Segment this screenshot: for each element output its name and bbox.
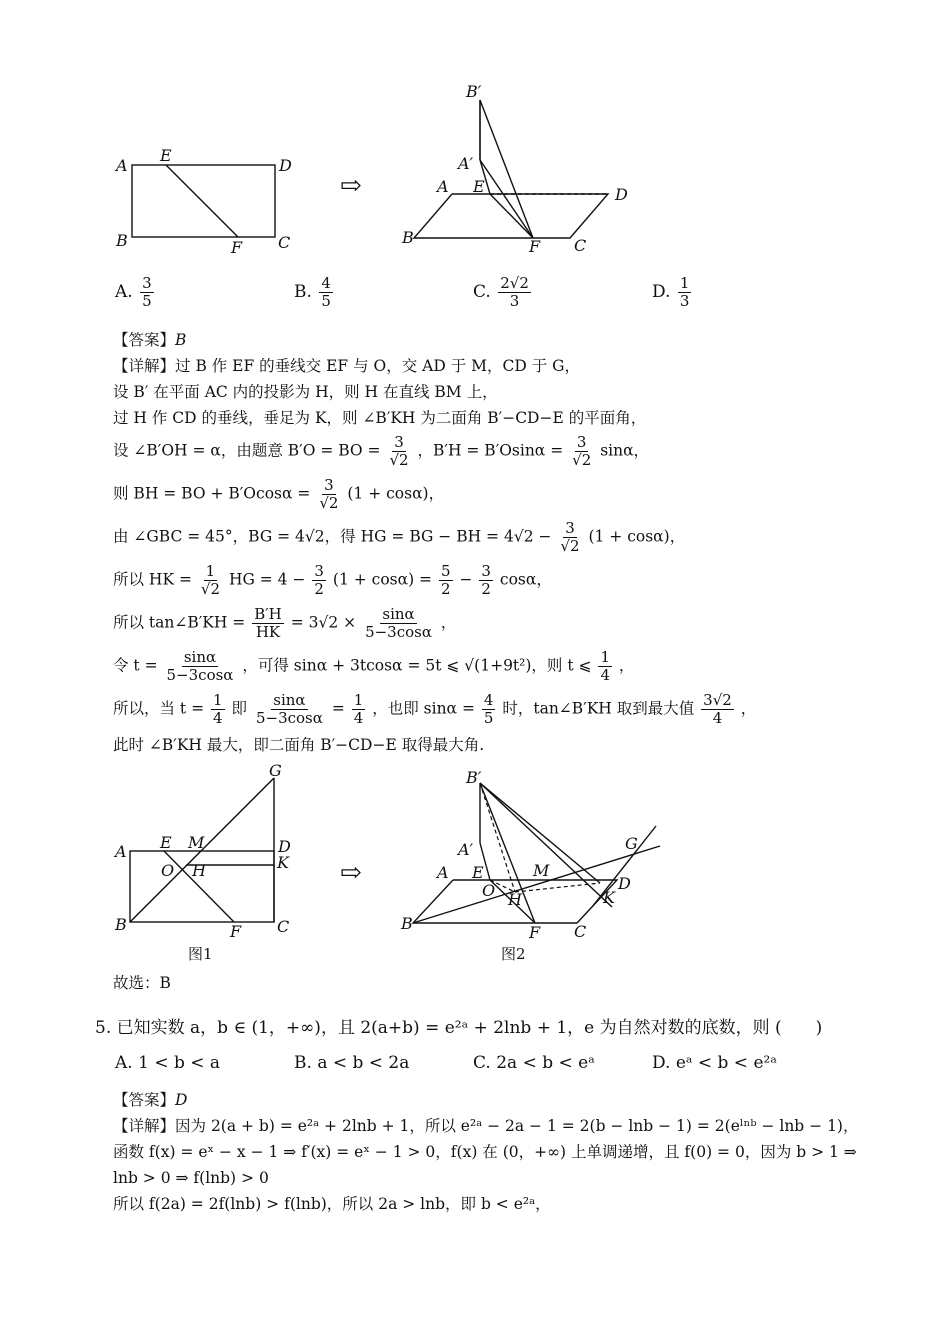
detail-line-10: 所以，当 t = $\frac{1}{4}$ 即 $\frac{\sin\alpha}{5-3\cos\alpha}$ = $\frac{1}{4}$ ，也即 sinα = $\frac{4}{5}$ 时，tan∠B′KH 取到最大值 $\frac{3√2}{4}$ ， bbox=[113, 691, 757, 727]
option-c: C. $\frac{2√2}{3}$ bbox=[473, 274, 529, 310]
detail5-line-3: lnb > 0 ⇒ f(lnb) > 0 bbox=[113, 1169, 269, 1187]
detail5-line-2: 函数 f(x) = eˣ − x − 1 ⇒ f′(x) = eˣ − 1 > 0，f(x) 在 (0，+∞) 上单调递增，且 f(0) = 0，因为 b > 1 ⇒ bbox=[113, 1143, 857, 1161]
q5-option-d: D. eᵃ < b < e²ᵃ bbox=[652, 1053, 777, 1073]
answer5-line: 【答案】D bbox=[113, 1091, 188, 1109]
fold-line-ef bbox=[166, 165, 238, 237]
option-d: D. $\frac{1}{3}$ bbox=[652, 274, 690, 310]
label-F: F bbox=[231, 238, 243, 257]
label-M: M bbox=[188, 833, 205, 852]
label-A: A bbox=[116, 156, 128, 175]
label-Bprime: B′ bbox=[466, 82, 482, 101]
q5-option-c: C. 2a < b < eᵃ bbox=[473, 1053, 595, 1073]
detail-line-4: 设 ∠B′OH = α，由题意 B′O = BO = $\frac{3}{√2}$ ，B′H = B′Osinα = $\frac{3}{√2}$ sinα， bbox=[113, 433, 650, 469]
label-K: K bbox=[603, 888, 615, 907]
detail-line-7: 所以 HK = $\frac{1}{√2}$ HG = 4 − $\frac{3}{2}$ (1 + cosα) = $\frac{5}{2}$ − $\frac{3}{2}$ cosα， bbox=[113, 562, 552, 598]
label-B: B bbox=[115, 915, 127, 934]
label-C: C bbox=[574, 922, 587, 941]
detail-line-5: 则 BH = BO + B′Ocosα = $\frac{3}{√2}$ (1 + cosα)， bbox=[113, 476, 445, 512]
label-O: O bbox=[482, 881, 496, 900]
label-Aprime: A′ bbox=[458, 840, 474, 859]
label-A: A bbox=[115, 842, 127, 861]
label-C: C bbox=[278, 233, 291, 252]
label-C: C bbox=[277, 917, 290, 936]
detail-line-1: 【详解】过 B 作 EF 的垂线交 EF 与 O，交 AD 于 M，CD 于 G， bbox=[113, 357, 581, 375]
label-Aprime: A′ bbox=[458, 154, 474, 173]
detail5-line-1: 【详解】因为 2(a + b) = e²ᵃ + 2lnb + 1，所以 e²ᵃ − 2a − 1 = 2(b − lnb − 1) = 2(eˡⁿᵇ − lnb − 1)， bbox=[113, 1117, 859, 1135]
detail-line-9: 令 t = $\frac{\sin\alpha}{5-3\cos\alpha}$ ，可得 sinα + 3tcosα = 5t ⩽ √(1+9t²)，则 t ⩽ $\frac{1}{4}$ ， bbox=[113, 648, 635, 684]
q5-option-a: A. 1 < b < a bbox=[115, 1053, 221, 1073]
label-E: E bbox=[160, 833, 172, 852]
label-F: F bbox=[529, 923, 541, 942]
folding-figure-top bbox=[100, 75, 660, 265]
label-C: C bbox=[574, 236, 587, 255]
q5-option-b: B. a < b < 2a bbox=[294, 1053, 410, 1073]
label-E: E bbox=[472, 863, 484, 882]
label-B: B bbox=[401, 914, 413, 933]
transform-arrow: ⇨ bbox=[340, 171, 362, 201]
rectangle-abcd bbox=[132, 165, 275, 237]
figure-2-caption: 图2 bbox=[501, 945, 526, 963]
folding-figure-bottom bbox=[100, 758, 680, 973]
transform-arrow: ⇨ bbox=[340, 858, 362, 888]
label-D: D bbox=[615, 185, 628, 204]
detail-line-2: 设 B′ 在平面 AC 内的投影为 H，则 H 在直线 BM 上， bbox=[113, 383, 498, 401]
label-H: H bbox=[192, 861, 206, 880]
detail-line-11: 此时 ∠B′KH 最大，即二面角 B′−CD−E 取得最大角. bbox=[113, 736, 485, 754]
label-A: A bbox=[437, 177, 449, 196]
answer-line: 【答案】B bbox=[113, 331, 187, 349]
label-M: M bbox=[533, 861, 550, 880]
option-b: B. $\frac{4}{5}$ bbox=[294, 274, 331, 310]
label-D: D bbox=[278, 837, 291, 856]
label-D: D bbox=[279, 156, 292, 175]
detail-line-3: 过 H 作 CD 的垂线，垂足为 K，则 ∠B′KH 为二面角 B′−CD−E 的平面角， bbox=[113, 409, 647, 427]
choose-line: 故选：B bbox=[113, 974, 171, 992]
detail-line-6: 由 ∠GBC = 45°，BG = 4√2，得 HG = BG − BH = 4√2 − $\frac{3}{√2}$ (1 + cosα)， bbox=[113, 519, 686, 555]
label-B: B bbox=[402, 228, 414, 247]
label-E: E bbox=[160, 146, 172, 165]
label-F: F bbox=[529, 237, 541, 256]
label-Bprime: B′ bbox=[466, 768, 482, 787]
figure-1-caption: 图1 bbox=[188, 945, 213, 963]
label-K: K bbox=[277, 853, 289, 872]
question-5-stem: 5. 已知实数 a，b ∈ (1，+∞)，且 2(a+b) = e²ᵃ + 2lnb + 1，e 为自然对数的底数，则 ( ) bbox=[95, 1018, 823, 1038]
label-B: B bbox=[116, 231, 128, 250]
label-G: G bbox=[625, 834, 638, 853]
detail-line-8: 所以 tan∠B′KH = $\frac{B'H}{HK}$ = 3√2 × $\frac{\sin\alpha}{5-3\cos\alpha}$ ， bbox=[113, 605, 457, 641]
label-H: H bbox=[508, 890, 522, 909]
label-O: O bbox=[161, 861, 175, 880]
detail5-line-4: 所以 f(2a) = 2f(lnb) > f(lnb)，所以 2a > lnb，即 b < e²ᵃ， bbox=[113, 1195, 551, 1213]
label-A: A bbox=[437, 863, 449, 882]
label-F: F bbox=[230, 922, 242, 941]
option-a: A. $\frac{3}{5}$ bbox=[115, 274, 152, 310]
label-G: G bbox=[269, 761, 282, 780]
label-D: D bbox=[618, 874, 631, 893]
label-E: E bbox=[473, 177, 485, 196]
